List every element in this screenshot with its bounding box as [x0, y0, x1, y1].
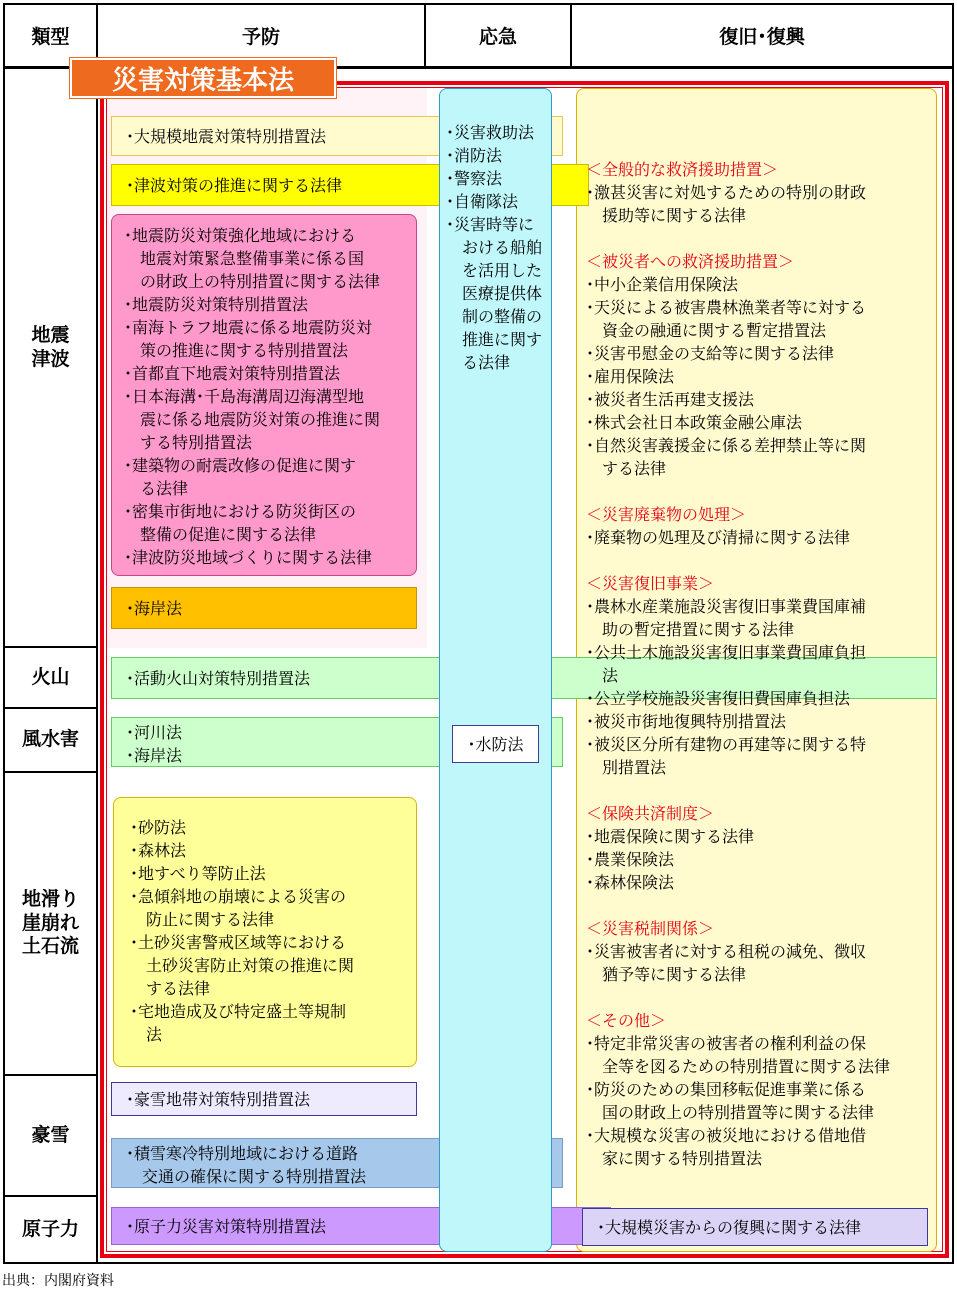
em-law-9: 制の整備の: [446, 307, 543, 326]
eq-law-5: ･南海トラフ地震に係る地震防災対: [124, 318, 373, 337]
recovery-item: 資金の融通に関する暫定措置法: [586, 321, 827, 340]
category-earthquake: 地震 津波: [31, 323, 70, 370]
recovery-item: ･公立学校施設災害復旧費国庫負担法: [586, 689, 851, 708]
em-law-6: おける船舶: [446, 238, 543, 257]
em-law-3: ･警察法: [446, 169, 503, 188]
prevention-flood-coast: ･海岸法: [126, 746, 183, 765]
eq-law-13: ･密集市街地における防災街区の: [124, 502, 357, 521]
category-nuclear: 原子力: [21, 1217, 79, 1240]
ls-law-3: ･地すべり等防止法: [130, 864, 266, 883]
prevention-landslide: [113, 797, 417, 1067]
eq-law-15: ･津波防災地域づくりに関する法律: [124, 548, 373, 567]
eq-law-12: る法律: [124, 479, 189, 498]
eq-law-3: の財政上の特別措置に関する法律: [124, 272, 381, 291]
prevention-earthquake-laws: [111, 214, 417, 576]
eq-law-14: 整備の促進に関する法律: [124, 525, 317, 544]
table-right-line: [952, 3, 954, 1264]
ls-law-2: ･森林法: [130, 841, 187, 860]
prevention-snow-zone: ･豪雪地帯対策特別措置法: [111, 1082, 417, 1116]
recovery-item: ･株式会社日本政策金融公庫法: [586, 413, 803, 432]
eq-law-7: ･首都直下地震対策特別措置法: [124, 364, 341, 383]
recovery-item: 法: [586, 666, 619, 685]
em-law-4: ･自衛隊法: [446, 192, 519, 211]
em-law-1: ･災害救助法: [446, 123, 535, 142]
recovery-section-title: ＜災害復旧事業＞: [586, 574, 715, 593]
recovery-item: 援助等に関する法律: [586, 206, 747, 225]
eq-law-6: 策の推進に関する特別措置法: [124, 341, 349, 360]
recovery-item: ･天災による被害農林漁業者等に対する: [586, 298, 867, 317]
recovery-item: ･農業保険法: [586, 850, 675, 869]
basic-law-label: 災害対策基本法: [70, 58, 336, 98]
prevention-large-quake: ･大規模地震対策特別措置法: [111, 116, 563, 156]
recovery-item: ･災害被害者に対する租税の減免、徴収: [586, 942, 867, 961]
recovery-item: ･大規模な災害の被災地における借地借: [586, 1126, 867, 1145]
source-note: 出典：内閣府資料: [2, 1273, 114, 1289]
recovery-item: ･森林保険法: [586, 873, 675, 892]
ls-law-8: する法律: [130, 979, 211, 998]
ls-law-1: ･砂防法: [130, 818, 187, 837]
category-landslide: 地滑り 崖崩れ 土石流: [21, 887, 79, 958]
recovery-section-title: ＜その他＞: [586, 1011, 667, 1030]
em-law-11: る法律: [446, 353, 511, 372]
eq-law-2: 地震対策緊急整備事業に係る国: [124, 249, 365, 268]
ls-law-6: ･土砂災害警戒区域等における: [130, 933, 347, 952]
recovery-section-title: ＜全般的な救済援助措置＞: [586, 160, 779, 179]
ls-law-10: 法: [130, 1025, 163, 1044]
ls-law-5: 防止に関する法律: [130, 910, 275, 929]
prevention-coast: ･海岸法: [111, 587, 417, 629]
recovery-item: ･中小企業信用保険法: [586, 275, 739, 294]
category-flood: 風水害: [21, 728, 79, 751]
emergency-column: [439, 88, 552, 1252]
em-law-5: ･災害時等に: [446, 215, 535, 234]
category-volcano: 火山: [31, 665, 70, 688]
recovery-item: ･特定非常災害の被害者の権利利益の保: [586, 1034, 867, 1053]
eq-law-8: ･日本海溝･千島海溝周辺海溝型地: [124, 387, 365, 406]
recovery-item: ･雇用保険法: [586, 367, 675, 386]
prevention-volcano: ･活動火山対策特別措置法: [111, 657, 937, 699]
recovery-section-title: ＜災害廃棄物の処理＞: [586, 505, 747, 524]
recovery-section-title: ＜災害税制関係＞: [586, 919, 715, 938]
recovery-item: 猶予等に関する法律: [586, 965, 747, 984]
recovery-item: ･廃棄物の処理及び清掃に関する法律: [586, 528, 851, 547]
prevention-tsunami-promotion: ･津波対策の推進に関する法律: [111, 164, 589, 206]
recovery-item: ･公共土木施設災害復旧事業費国庫負担: [586, 643, 867, 662]
prevention-snow-roads-line1: ･積雪寒冷特別地域における道路: [126, 1144, 359, 1163]
prevention-nuclear: ･原子力災害対策特別措置法: [111, 1207, 611, 1245]
recovery-reconstruction: ･大規模災害からの復興に関する法律: [582, 1208, 928, 1246]
ls-law-7: 土砂災害防止対策の推進に関: [130, 956, 355, 975]
recovery-item: ･地震保険に関する法律: [586, 827, 755, 846]
recovery-item: ･防災のための集団移転促進事業に係る: [586, 1080, 867, 1099]
recovery-item: ･被災者生活再建支援法: [586, 390, 755, 409]
recovery-item: ･災害弔慰金の支給等に関する法律: [586, 344, 835, 363]
recovery-item: ･被災区分所有建物の再建等に関する特: [586, 735, 867, 754]
recovery-item: 別措置法: [586, 758, 667, 777]
recovery-item: ･自然災害義援金に係る差押禁止等に関: [586, 436, 867, 455]
header-prevention: 予防: [241, 26, 280, 48]
recovery-item: 国の財政上の特別措置等に関する法律: [586, 1103, 875, 1122]
eq-law-4: ･地震防災対策特別措置法: [124, 295, 309, 314]
recovery-item: する法律: [586, 459, 667, 478]
recovery-section-title: ＜被災者への救済援助措置＞: [586, 252, 795, 271]
em-law-7: を活用した: [446, 261, 543, 280]
recovery-item: ･農林水産業施設災害復旧事業費国庫補: [586, 597, 867, 616]
em-law-10: 推進に関す: [446, 330, 543, 349]
header-recovery: 復旧･復興: [719, 26, 805, 48]
ls-law-9: ･宅地造成及び特定盛土等規制: [130, 1002, 347, 1021]
header-emergency: 応急: [478, 26, 517, 48]
recovery-item: ･被災市街地復興特別措置法: [586, 712, 787, 731]
recovery-item: ･激甚災害に対処するための特別の財政: [586, 183, 867, 202]
recovery-content: [586, 158, 936, 1170]
prevention-snow-roads-line2: 交通の確保に関する特別措置法: [126, 1167, 367, 1186]
recovery-item: 家に関する特別措置法: [586, 1149, 763, 1168]
em-law-8: 医療提供体: [446, 284, 543, 303]
prevention-flood-river: ･河川法: [126, 723, 183, 742]
table-bottom-line: [3, 1262, 954, 1264]
eq-law-10: する特別措置法: [124, 433, 253, 452]
header-type: 類型: [31, 26, 70, 48]
emergency-flood: ･水防法: [452, 725, 539, 763]
category-snow: 豪雪: [31, 1123, 70, 1146]
em-law-2: ･消防法: [446, 146, 503, 165]
eq-law-11: ･建築物の耐震改修の促進に関す: [124, 456, 357, 475]
recovery-section-title: ＜保険共済制度＞: [586, 804, 715, 823]
ls-law-4: ･急傾斜地の崩壊による災害の: [130, 887, 347, 906]
eq-law-1: ･地震防災対策強化地域における: [124, 226, 357, 245]
recovery-item: 助の暫定措置に関する法律: [586, 620, 795, 639]
recovery-item: 全等を図るための特別措置に関する法律: [586, 1057, 891, 1076]
eq-law-9: 震に係る地震防災対策の推進に関: [124, 410, 381, 429]
